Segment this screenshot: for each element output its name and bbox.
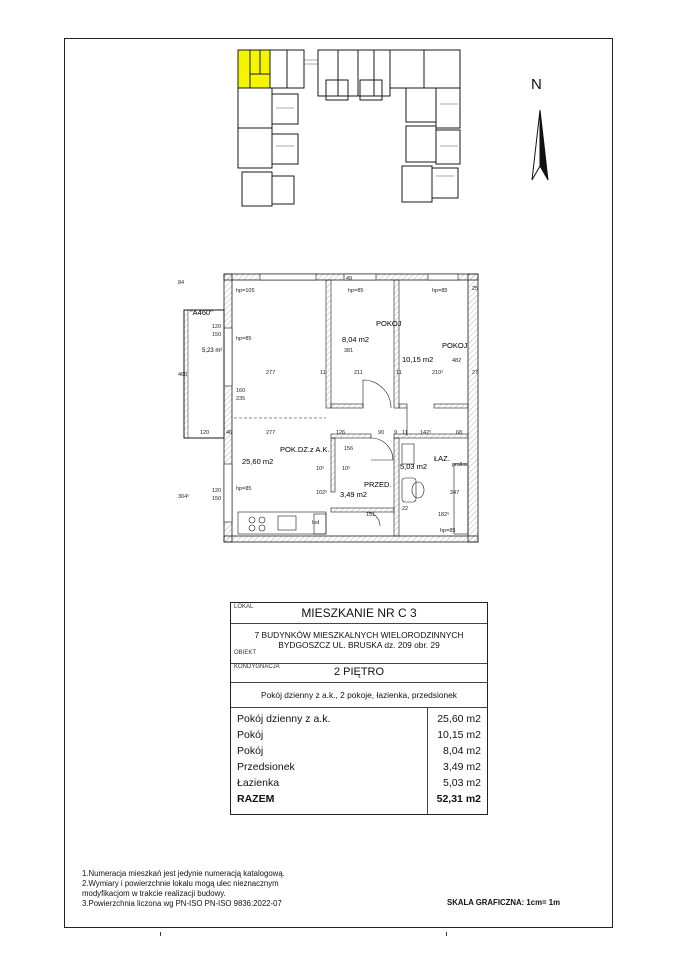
- room-area-lazienka: 5,03 m2: [400, 462, 428, 471]
- area-row: Przedsionek 3,49 m2: [237, 761, 481, 773]
- svg-text:84: 84: [178, 280, 185, 286]
- page-tick-mark: [160, 932, 165, 936]
- svg-text:pralka: pralka: [452, 462, 467, 468]
- svg-text:120: 120: [212, 324, 222, 330]
- obiekt-line-1: 7 BUDYNKÓW MIESZKALNYCH WIELORODZINNYCH: [254, 630, 464, 640]
- svg-text:304⁵: 304⁵: [178, 494, 190, 500]
- svg-text:120: 120: [200, 430, 210, 436]
- svg-text:142⁵: 142⁵: [420, 430, 432, 436]
- north-arrow-icon: [518, 78, 562, 188]
- svg-text:160: 160: [236, 388, 246, 394]
- area-row: Pokój 10,15 m2: [237, 729, 481, 741]
- room-area-przedsionek: 3,49 m2: [340, 490, 368, 499]
- obiekt-row: [231, 623, 487, 664]
- room-area-pokoj-2: 10,15 m2: [402, 355, 434, 364]
- note-line: 1.Numeracja mieszkań jest jedynie numeracją katalogową.: [82, 869, 285, 878]
- apartment-number: MIESZKANIE NR C 3: [301, 606, 417, 620]
- svg-text:hp=85: hp=85: [440, 528, 456, 534]
- area-row: Łazienka 5,03 m2: [237, 777, 481, 789]
- highlighted-apartment: [238, 50, 270, 88]
- room-area-pokoj-1: 8,04 m2: [342, 335, 370, 344]
- note-line: modyfikacjom w trakcie realizacji budowy.: [82, 889, 226, 898]
- room-name-lazienka: ŁAZ.: [434, 454, 450, 463]
- area-row: Pokój 8,04 m2: [237, 745, 481, 757]
- svg-text:211: 211: [354, 370, 363, 376]
- svg-text:49: 49: [346, 276, 353, 282]
- area-row: Pokój dzienny z a.k. 25,60 m2: [237, 713, 481, 725]
- apartment-info-table: [230, 602, 488, 815]
- svg-text:277: 277: [266, 370, 276, 376]
- svg-text:150: 150: [212, 496, 222, 502]
- svg-text:hp=85: hp=85: [348, 288, 364, 294]
- note-line: 3.Powierzchnia liczona wg PN-ISO PN-ISO 9836:2022-07: [82, 899, 282, 908]
- svg-text:46: 46: [226, 430, 233, 436]
- svg-text:10⁵: 10⁵: [316, 466, 325, 472]
- svg-text:11: 11: [402, 430, 408, 436]
- svg-text:460: 460: [178, 372, 188, 378]
- svg-text:150: 150: [212, 332, 222, 338]
- kondygnacja-row: [231, 663, 487, 683]
- notes: [82, 869, 285, 909]
- wall-room1-west: [326, 280, 331, 408]
- area-column-divider: [427, 707, 428, 814]
- svg-text:120: 120: [212, 488, 222, 494]
- lokal-label: LOKAL: [234, 604, 254, 610]
- room-name-pokoj-1: POKOJ: [376, 319, 402, 328]
- svg-text:27: 27: [472, 370, 479, 376]
- room-name-pokoj-2: POKOJ: [442, 341, 468, 350]
- north-label: N: [531, 76, 542, 93]
- area-total-row: RAZEM 52,31 m2: [237, 793, 481, 805]
- svg-text:9: 9: [394, 430, 398, 436]
- lokal-row: [231, 603, 487, 624]
- wall-south: [224, 536, 478, 542]
- svg-text:102⁵: 102⁵: [316, 490, 328, 496]
- note-line: 2.Wymiary i powierzchnie lokalu mogą ulec nieznacznym: [82, 879, 279, 888]
- graphic-scale: SKALA GRAFICZNA: 1cm= 1m: [447, 898, 560, 907]
- svg-text:11: 11: [396, 370, 402, 376]
- svg-text:22: 22: [402, 506, 409, 512]
- balcony-area: 5,23 m²: [202, 348, 223, 354]
- site-key-plan: [230, 46, 475, 211]
- svg-text:11: 11: [320, 370, 326, 376]
- svg-text:hp=105: hp=105: [236, 288, 255, 294]
- floor-plan: [176, 268, 486, 550]
- apartment-description: Pokój dzienny z a.k., 2 pokoje, łazienka, przedsionek: [261, 690, 457, 700]
- svg-text:hp=85: hp=85: [236, 486, 252, 492]
- balcony-label: "A460": [190, 308, 213, 317]
- kondygnacja-label: KONDYGNACJA: [234, 664, 280, 670]
- svg-text:10⁵: 10⁵: [342, 466, 351, 472]
- svg-text:347: 347: [450, 490, 460, 496]
- svg-text:210⁵: 210⁵: [432, 370, 444, 376]
- svg-text:381: 381: [344, 348, 354, 354]
- svg-text:482: 482: [452, 358, 462, 364]
- svg-text:182⁵: 182⁵: [438, 512, 450, 518]
- svg-text:hp=85: hp=85: [432, 288, 448, 294]
- svg-text:235: 235: [236, 396, 246, 402]
- svg-text:25: 25: [472, 286, 479, 292]
- wall-east: [468, 274, 478, 542]
- svg-text:hp=85: hp=85: [236, 336, 252, 342]
- room-area-dzienny: 25,60 m2: [242, 457, 274, 466]
- room-name-dzienny: POK.DZ.z A.K.: [280, 445, 330, 454]
- floor-value: 2 PIĘTRO: [333, 666, 385, 678]
- wall-room1-east: [394, 280, 399, 408]
- svg-text:90: 90: [378, 430, 385, 436]
- svg-text:68: 68: [456, 430, 463, 436]
- svg-text:lod: lod: [312, 520, 320, 526]
- room-name-przedsionek: PRZED.: [364, 480, 392, 489]
- description-row: [231, 682, 487, 708]
- obiekt-line-2: BYDGOSZCZ UL. BRUSKA dz. 209 obr. 29: [278, 640, 440, 650]
- svg-text:151: 151: [366, 512, 376, 518]
- page-tick-mark: [446, 932, 451, 936]
- svg-text:126: 126: [336, 430, 346, 436]
- svg-text:277: 277: [266, 430, 276, 436]
- svg-text:156: 156: [344, 446, 354, 452]
- obiekt-label: OBIEKT: [234, 650, 257, 656]
